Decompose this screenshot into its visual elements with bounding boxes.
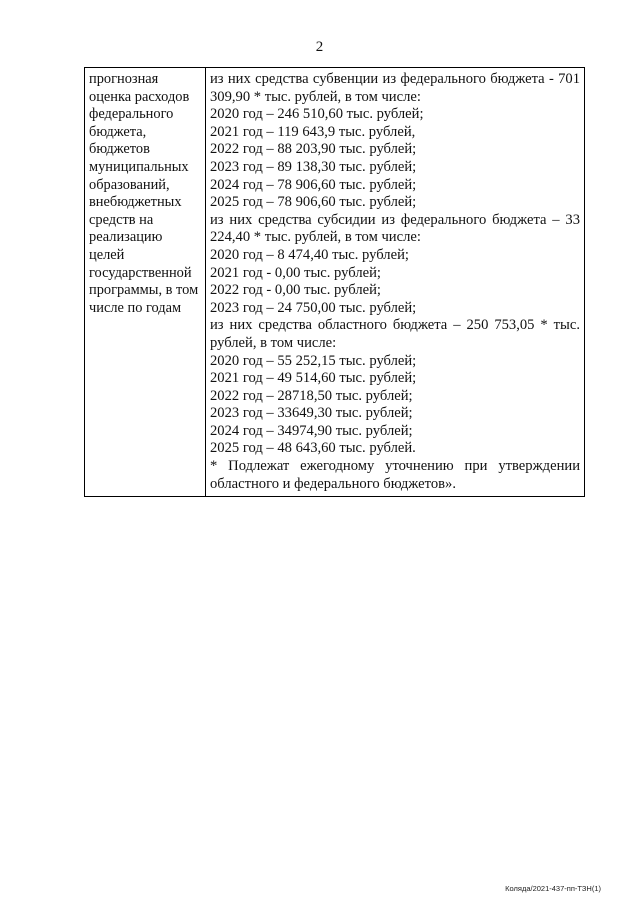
subsidy-2022-line: 2022 год - 0,00 тыс. рублей; <box>210 282 381 299</box>
regional-2023-line: 2023 год – 33649,30 тыс. рублей; <box>210 405 413 422</box>
funding-category-text: прогнозная оценка расходов федерального бюджета, бюджетов муниципальных образований, внебюджетных средств на реализацию целей государственной программы, в том числе по годам <box>89 71 199 316</box>
program-funding-table <box>84 67 585 497</box>
regional-2022-line: 2022 год – 28718,50 тыс. рублей; <box>210 387 413 404</box>
regional-total-line: из них средства областного бюджета – 250 753,05 * тыс. рублей, в том числе: <box>210 317 580 351</box>
table-row <box>85 68 585 497</box>
subvention-2024-line: 2024 год – 78 906,60 тыс. рублей; <box>210 176 417 193</box>
subsidy-2020-line: 2020 год – 8 474,40 тыс. рублей; <box>210 246 409 263</box>
regional-2021-line: 2021 год – 49 514,60 тыс. рублей; <box>210 370 417 387</box>
page-number: 2 <box>315 39 324 55</box>
subvention-2025-line: 2025 год – 78 906,60 тыс. рублей; <box>210 194 417 211</box>
subvention-2020-line: 2020 год – 246 510,60 тыс. рублей; <box>210 106 424 123</box>
regional-2020-line: 2020 год – 55 252,15 тыс. рублей; <box>210 352 417 369</box>
funding-details-cell <box>206 68 585 497</box>
subvention-total-line: из них средства субвенции из федерального бюджета - 701 309,90 * тыс. рублей, в том числе: <box>210 71 580 105</box>
subsidy-2021-line: 2021 год - 0,00 тыс. рублей; <box>210 264 381 281</box>
document-footer-code: Коляда/2021-437-пп-ТЗН(1) <box>505 884 601 893</box>
footnote-line: * Подлежат ежегодному уточнению при утверждении областного и федерального бюджетов». <box>210 458 580 492</box>
subvention-2022-line: 2022 год – 88 203,90 тыс. рублей; <box>210 141 417 158</box>
subsidy-total-line: из них средства субсидии из федерального бюджета – 33 224,40 * тыс. рублей, в том числе: <box>210 211 580 246</box>
subvention-2021-line: 2021 год – 119 643,9 тыс. рублей, <box>210 123 416 140</box>
subsidy-2023-line: 2023 год – 24 750,00 тыс. рублей; <box>210 299 417 316</box>
regional-2024-line: 2024 год – 34974,90 тыс. рублей; <box>210 422 413 439</box>
funding-category-cell <box>85 68 206 497</box>
subvention-2023-line: 2023 год – 89 138,30 тыс. рублей; <box>210 158 417 175</box>
regional-2025-line: 2025 год – 48 643,60 тыс. рублей. <box>210 440 416 457</box>
